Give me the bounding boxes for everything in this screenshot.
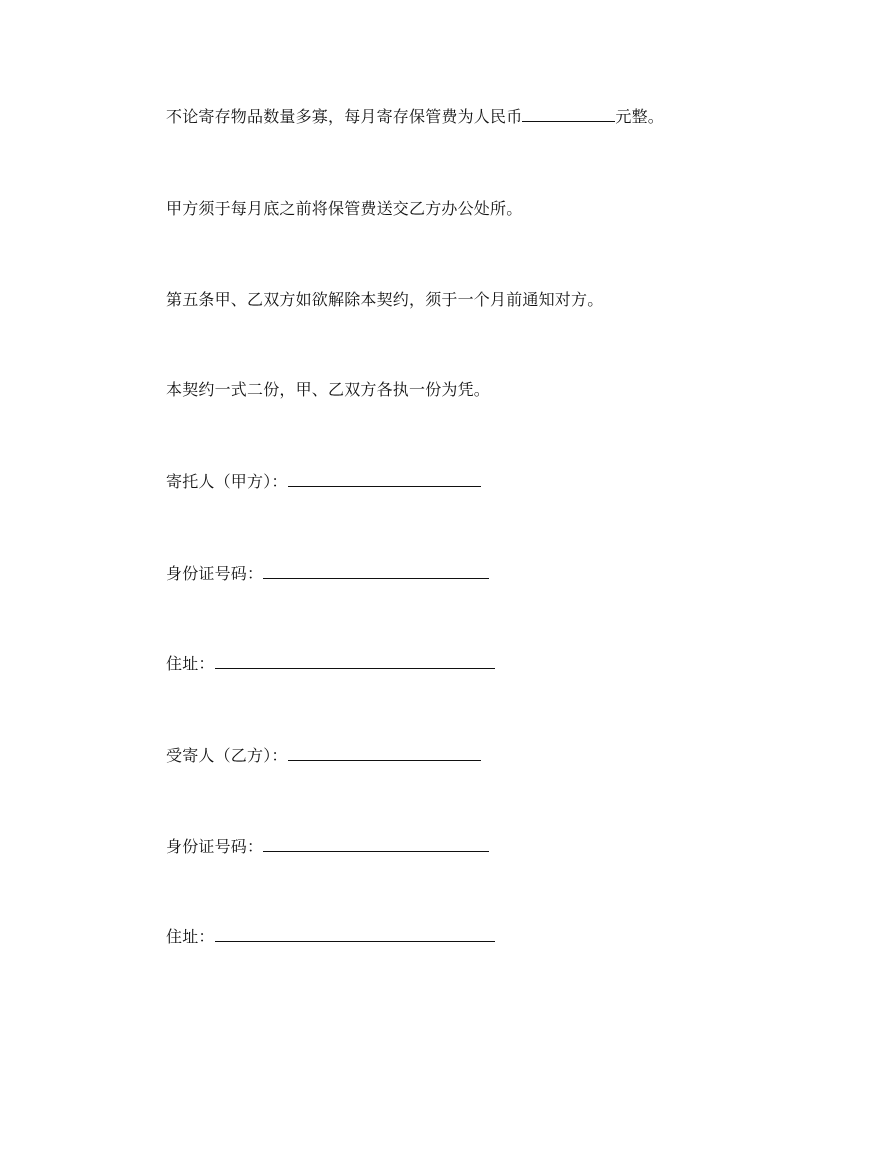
party-a-name-blank[interactable] (288, 471, 481, 487)
party-b-address-row (166, 926, 495, 947)
party-a-id-row (166, 563, 489, 584)
party-b-id-row (166, 836, 489, 857)
party-a-address-blank[interactable] (215, 653, 495, 669)
fee-clause (166, 106, 664, 127)
party-b-name-label: 受寄人（乙方）： (166, 746, 288, 765)
party-a-address-row (166, 653, 495, 674)
party-a-name-label: 寄托人（甲方）： (166, 472, 288, 491)
payment-clause: 甲方须于每月底之前将保管费送交乙方办公处所。 (166, 199, 523, 218)
fee-amount-blank[interactable] (522, 106, 615, 122)
party-b-name-blank[interactable] (288, 745, 481, 761)
copies-clause: 本契约一式二份，甲、乙双方各执一份为凭。 (166, 380, 491, 399)
party-b-address-blank[interactable] (215, 926, 495, 942)
party-a-name-row (166, 471, 481, 492)
fee-clause-text: 不论寄存物品数量多寡，每月寄存保管费为人民币 (166, 107, 523, 126)
party-a-id-blank[interactable] (263, 563, 489, 579)
fee-clause-suffix: 元整。 (615, 107, 665, 126)
party-b-name-row (166, 745, 481, 766)
party-a-address-label: 住址： (166, 654, 215, 673)
party-a-id-label: 身份证号码： (166, 564, 264, 583)
party-b-id-blank[interactable] (263, 836, 489, 852)
article-five-clause: 第五条甲、乙双方如欲解除本契约，须于一个月前通知对方。 (166, 290, 604, 309)
party-b-address-label: 住址： (166, 927, 215, 946)
party-b-id-label: 身份证号码： (166, 837, 264, 856)
